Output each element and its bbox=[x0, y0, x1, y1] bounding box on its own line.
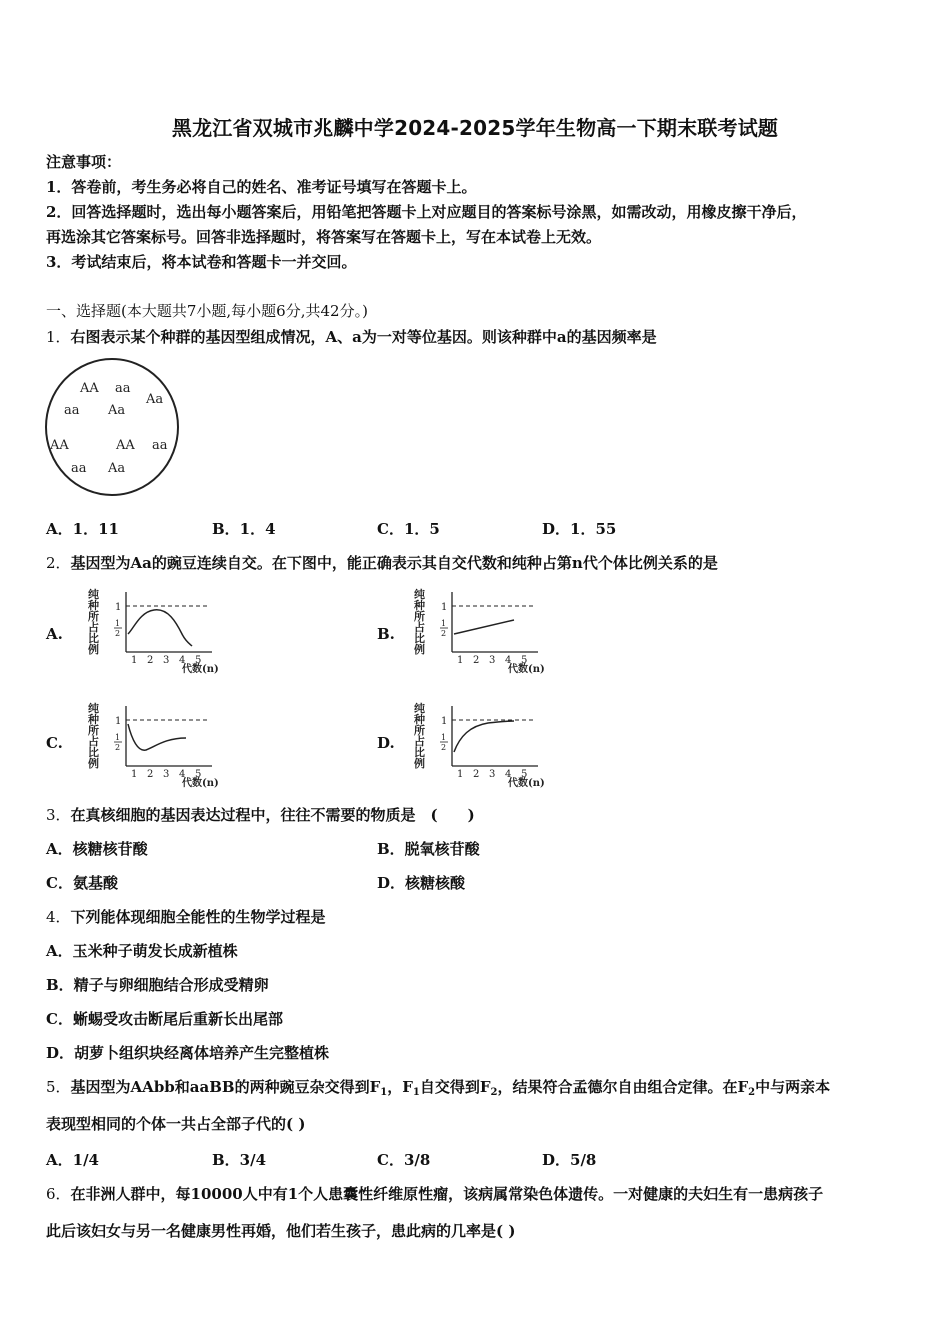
population-circle-figure bbox=[44, 356, 184, 500]
question-5-text-a: 基因型为AAbb和aaBB的两种豌豆杂交得到F bbox=[70, 1078, 381, 1096]
y-tick-half-denominator: 2 bbox=[441, 743, 447, 752]
y-tick-one: 1 bbox=[115, 716, 122, 727]
question-5-text-b: ，F bbox=[387, 1078, 413, 1096]
question-5-sub-1: 1 bbox=[380, 1087, 388, 1098]
q2-option-d-label[interactable]: D. bbox=[377, 734, 395, 752]
y-axis-label-char: 种 bbox=[414, 713, 425, 726]
y-axis-label-char: 比 bbox=[88, 632, 99, 645]
y-axis-label-char: 种 bbox=[88, 599, 99, 612]
x-tick-label: 2 bbox=[147, 769, 154, 780]
y-axis-label-char: 占 bbox=[88, 735, 99, 748]
curve-line bbox=[454, 721, 514, 752]
question-4-number: 4． bbox=[46, 908, 71, 926]
y-axis-label-char: 纯 bbox=[414, 702, 425, 715]
y-tick-half-denominator: 2 bbox=[115, 629, 121, 638]
y-axis-label-char: 种 bbox=[414, 599, 425, 612]
q5-option-c[interactable]: C．3/8 bbox=[377, 1151, 431, 1169]
x-tick-label: 5 bbox=[195, 655, 202, 666]
question-5-number: 5． bbox=[46, 1078, 71, 1096]
y-axis-label-char: 纯 bbox=[88, 588, 99, 601]
x-tick-label: 3 bbox=[163, 769, 170, 780]
circle-label-AA-2: AA bbox=[50, 438, 69, 453]
q1-option-a[interactable]: A．1．11 bbox=[46, 520, 119, 538]
y-axis-label-char: 种 bbox=[88, 713, 99, 726]
q3-option-d[interactable]: D．核糖核酸 bbox=[377, 874, 466, 892]
q5-option-b[interactable]: B．3/4 bbox=[212, 1151, 267, 1169]
circle-label-AA-3: AA bbox=[116, 438, 135, 453]
q3-option-b[interactable]: B．脱氧核苷酸 bbox=[377, 840, 480, 858]
question-4-text: 下列能体现细胞全能性的生物学过程是 bbox=[70, 908, 326, 926]
y-axis-label-char: 占 bbox=[414, 735, 425, 748]
x-tick-label: 4 bbox=[179, 655, 186, 666]
question-5-sub-2: 1 bbox=[412, 1087, 420, 1098]
q5-option-a[interactable]: A．1/4 bbox=[46, 1151, 99, 1169]
notes-item-2-cont: 再选涂其它答案标号。回答非选择题时，将答案写在答题卡上，写在本试卷上无效。 bbox=[46, 228, 602, 246]
q4-option-a[interactable]: A．玉米种子萌发长成新植株 bbox=[46, 942, 238, 960]
y-axis-label-char: 所 bbox=[88, 724, 99, 737]
x-tick-label: 5 bbox=[195, 769, 202, 780]
y-axis-label-char: 所 bbox=[414, 724, 425, 737]
x-tick-label: 5 bbox=[521, 655, 528, 666]
x-axis-label: 代数(n) bbox=[182, 664, 219, 675]
x-axis-label: 代数(n) bbox=[508, 664, 545, 675]
question-5-text-d: ，结果符合孟德尔自由组合定律。在F bbox=[497, 1078, 749, 1096]
y-axis-label-char: 所 bbox=[414, 610, 425, 623]
x-tick-label: 4 bbox=[505, 655, 512, 666]
q2-graph-b[interactable] bbox=[408, 588, 568, 676]
y-tick-half-numerator: 1 bbox=[441, 619, 447, 628]
x-tick-label: 3 bbox=[163, 655, 170, 666]
y-axis-label-char: 占 bbox=[88, 621, 99, 634]
x-tick-label: 2 bbox=[147, 655, 154, 666]
y-tick-one: 1 bbox=[115, 602, 122, 613]
q2-option-c-label[interactable]: C. bbox=[46, 734, 63, 752]
question-6-line-2: 此后该妇女与另一名健康男性再婚，他们若生孩子，患此病的几率是( ) bbox=[46, 1222, 516, 1240]
question-1-number: 1． bbox=[46, 328, 71, 346]
x-tick-label: 3 bbox=[489, 769, 496, 780]
question-5-line-2: 表现型相同的个体一共占全部子代的( ) bbox=[46, 1115, 306, 1133]
y-tick-half-numerator: 1 bbox=[115, 733, 121, 742]
question-2-number: 2． bbox=[46, 554, 71, 572]
q5-option-d[interactable]: D．5/8 bbox=[542, 1151, 597, 1169]
question-6 bbox=[46, 1184, 823, 1204]
q3-option-c[interactable]: C．氨基酸 bbox=[46, 874, 118, 892]
y-tick-half-numerator: 1 bbox=[115, 619, 121, 628]
question-5-text-e: 中与两亲本 bbox=[755, 1078, 831, 1096]
q4-option-d[interactable]: D．胡萝卜组织块经离体培养产生完整植株 bbox=[46, 1044, 330, 1062]
question-2-text: 基因型为Aa的豌豆连续自交。在下图中，能正确表示其自交代数和纯种占第n代个体比例关系的是 bbox=[70, 554, 718, 572]
x-tick-label: 1 bbox=[457, 655, 464, 666]
y-tick-half-denominator: 2 bbox=[115, 743, 121, 752]
y-axis-label-char: 占 bbox=[414, 621, 425, 634]
curve-line bbox=[128, 610, 192, 646]
y-axis-label-char: 比 bbox=[414, 632, 425, 645]
q2-graph-d[interactable] bbox=[408, 702, 568, 790]
y-axis-label-char: 纯 bbox=[88, 702, 99, 715]
q3-option-a[interactable]: A．核糖核苷酸 bbox=[46, 840, 148, 858]
question-3-text: 在真核细胞的基因表达过程中，往往不需要的物质是 ( ) bbox=[70, 806, 475, 824]
y-axis-label-char: 所 bbox=[88, 610, 99, 623]
q1-option-d[interactable]: D．1．55 bbox=[542, 520, 617, 538]
x-tick-label: 4 bbox=[179, 769, 186, 780]
q2-option-b-label[interactable]: B. bbox=[377, 625, 395, 643]
y-axis-label-char: 纯 bbox=[414, 588, 425, 601]
q4-option-b[interactable]: B．精子与卵细胞结合形成受精卵 bbox=[46, 976, 269, 994]
circle-label-aa-3: aa bbox=[152, 438, 168, 453]
x-tick-label: 1 bbox=[131, 769, 138, 780]
circle-label-Aa-3: Aa bbox=[108, 461, 126, 476]
x-tick-label: 5 bbox=[521, 769, 528, 780]
q1-option-c[interactable]: C．1．5 bbox=[377, 520, 440, 538]
y-tick-half-numerator: 1 bbox=[441, 733, 447, 742]
x-tick-label: 2 bbox=[473, 655, 480, 666]
question-3 bbox=[46, 805, 475, 825]
y-axis-label-char: 例 bbox=[88, 757, 99, 770]
notes-item-2: 2．回答选择题时，选出每小题答案后，用铅笔把答题卡上对应题目的答案标号涂黑，如需改动，用橡皮擦干净后， bbox=[46, 203, 807, 221]
y-axis-label-char: 例 bbox=[414, 757, 425, 770]
question-5-text-c: 自交得到F bbox=[419, 1078, 491, 1096]
question-2 bbox=[46, 553, 718, 573]
circle-label-aa-1: aa bbox=[115, 381, 131, 396]
y-axis-label-char: 比 bbox=[414, 746, 425, 759]
question-5-sub-3: 2 bbox=[490, 1087, 498, 1098]
question-4 bbox=[46, 907, 326, 927]
circle-label-Aa-2: Aa bbox=[108, 403, 126, 418]
q2-option-a-label[interactable]: A. bbox=[46, 625, 63, 643]
x-tick-label: 4 bbox=[505, 769, 512, 780]
notes-heading: 注意事项： bbox=[46, 153, 122, 171]
x-tick-label: 2 bbox=[473, 769, 480, 780]
y-axis-label-char: 例 bbox=[88, 643, 99, 656]
question-1 bbox=[46, 327, 657, 347]
question-1-text: 右图表示某个种群的基因型组成情况，A、a为一对等位基因。则该种群中a的基因频率是 bbox=[70, 328, 657, 346]
circle-label-Aa-1: Aa bbox=[146, 392, 164, 407]
circle-label-aa-4: aa bbox=[71, 461, 87, 476]
notes-item-3: 3．考试结束后，将本试卷和答题卡一并交回。 bbox=[46, 253, 357, 271]
notes-item-1: 1．答卷前，考生务必将自己的姓名、准考证号填写在答题卡上。 bbox=[46, 178, 477, 196]
q4-option-c[interactable]: C．蜥蜴受攻击断尾后重新长出尾部 bbox=[46, 1010, 283, 1028]
y-tick-half-denominator: 2 bbox=[441, 629, 447, 638]
section-heading: 一、选择题(本大题共7小题,每小题6分,共42分。) bbox=[46, 302, 368, 320]
question-5 bbox=[46, 1077, 830, 1103]
question-6-text: 在非洲人群中，每10000人中有1个人患囊性纤维原性瘤，该病属常染色体遗传。一对健康的夫妇生有一患病孩子 bbox=[70, 1185, 824, 1203]
x-tick-label: 1 bbox=[131, 655, 138, 666]
curve-line bbox=[454, 620, 514, 634]
question-5-sub-4: 2 bbox=[748, 1087, 756, 1098]
q1-option-b[interactable]: B．1．4 bbox=[212, 520, 276, 538]
q2-graph-a[interactable] bbox=[82, 588, 242, 676]
x-axis-label: 代数(n) bbox=[182, 778, 219, 789]
x-axis-label: 代数(n) bbox=[508, 778, 545, 789]
y-axis-label-char: 例 bbox=[414, 643, 425, 656]
y-tick-one: 1 bbox=[441, 716, 448, 727]
circle-label-AA-1: AA bbox=[80, 381, 99, 396]
curve-line bbox=[128, 724, 186, 750]
question-3-number: 3． bbox=[46, 806, 71, 824]
x-tick-label: 1 bbox=[457, 769, 464, 780]
circle-label-aa-2: aa bbox=[64, 403, 80, 418]
q2-graph-c[interactable] bbox=[82, 702, 242, 790]
question-6-number: 6． bbox=[46, 1185, 71, 1203]
page-title: 黑龙江省双城市兆麟中学2024-2025学年生物高一下期末联考试题 bbox=[171, 116, 779, 140]
y-axis-label-char: 比 bbox=[88, 746, 99, 759]
x-tick-label: 3 bbox=[489, 655, 496, 666]
y-tick-one: 1 bbox=[441, 602, 448, 613]
